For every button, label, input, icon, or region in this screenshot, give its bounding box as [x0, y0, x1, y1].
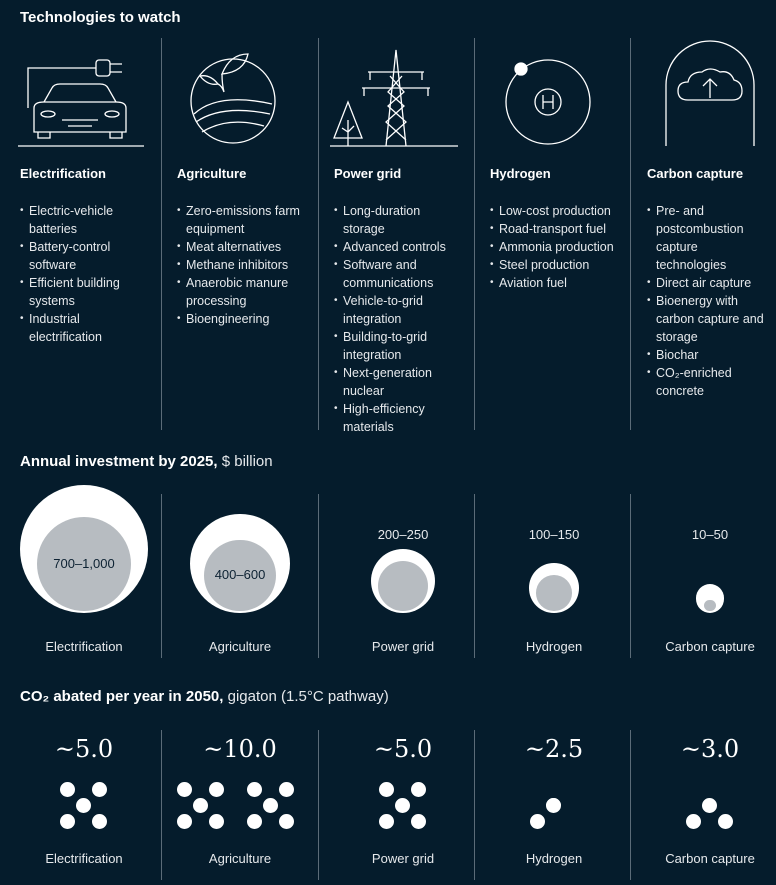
divider: [161, 494, 162, 658]
abatement-category-label: Carbon capture: [665, 851, 755, 866]
list-item: • Methane inhibitors: [177, 256, 305, 274]
abatement-category-label: Power grid: [371, 851, 435, 866]
investment-range-label: 10–50: [691, 527, 729, 542]
investment-range-label: 200–250: [377, 527, 429, 542]
list-item: • Bioengineering: [177, 310, 305, 328]
tech-list-power-grid: [334, 202, 462, 436]
abatement-value-label: ~10.0: [203, 735, 277, 763]
abatement-dot: [92, 782, 107, 797]
section-title-abatement: CO₂ abated per year in 2050, gigaton (1.5°C pathway): [20, 688, 389, 705]
list-item: • Bioenergy with carbon capture and storage: [647, 292, 769, 346]
divider: [630, 38, 631, 430]
list-item: • Pre- and postcombustion capture technologies: [647, 202, 769, 274]
tech-name-hydrogen: Hydrogen: [490, 166, 551, 181]
investment-category-label: Carbon capture: [665, 639, 755, 654]
abatement-dot: [76, 798, 91, 813]
section-title-technologies: Technologies to watch: [20, 9, 181, 26]
list-item: • Zero-emissions farm equipment: [177, 202, 305, 238]
transmission-tower-icon: [330, 46, 460, 148]
list-item: • Direct air capture: [647, 274, 769, 292]
abatement-dot: [60, 814, 75, 829]
plant-field-icon: [188, 44, 278, 148]
abatement-dot: [395, 798, 410, 813]
section-title-investment: Annual investment by 2025, $ billion: [20, 453, 273, 470]
abatement-dot: [177, 814, 192, 829]
abatement-dot: [209, 782, 224, 797]
hydrogen-atom-icon: [500, 56, 600, 156]
abatement-dot: [411, 814, 426, 829]
tech-name-power-grid: Power grid: [334, 166, 402, 181]
list-item: • High-efficiency materials: [334, 400, 462, 436]
abatement-dot: [247, 782, 262, 797]
list-item: • CO₂-enriched concrete: [647, 364, 769, 400]
list-item: • Meat alternatives: [177, 238, 305, 256]
abatement-dot: [686, 814, 701, 829]
abatement-dot: [379, 782, 394, 797]
list-item: • Advanced controls: [334, 238, 462, 256]
abatement-category-label: Agriculture: [208, 851, 272, 866]
divider: [318, 494, 319, 658]
tech-name-agriculture: Agriculture: [177, 166, 247, 181]
list-item: • Road-transport fuel: [490, 220, 618, 238]
tech-name-electrification: Electrification: [20, 166, 106, 181]
abatement-dot: [193, 798, 208, 813]
abatement-dot: [702, 798, 717, 813]
list-item: • Low-cost production: [490, 202, 618, 220]
list-item: • Anaerobic manure processing: [177, 274, 305, 310]
abatement-dot: [530, 814, 545, 829]
list-item: • Ammonia production: [490, 238, 618, 256]
list-item: • Electric-vehicle batteries: [20, 202, 148, 238]
tech-list-carbon-capture: [647, 202, 769, 400]
investment-range-label: 400–600: [214, 567, 266, 583]
bubble-low-power-grid: [378, 561, 428, 611]
abatement-dot: [92, 814, 107, 829]
divider: [474, 494, 475, 658]
bubble-low-carbon-capture: [704, 600, 715, 611]
divider: [474, 730, 475, 880]
abatement-dot: [411, 782, 426, 797]
list-item: • Battery-control software: [20, 238, 148, 274]
list-item: • Long-duration storage: [334, 202, 462, 238]
abatement-dot: [718, 814, 733, 829]
tech-list-agriculture: [177, 202, 305, 328]
bubble-low-hydrogen: [536, 575, 572, 611]
abatement-dot: [263, 798, 278, 813]
abatement-dot: [279, 782, 294, 797]
divider: [630, 730, 631, 880]
divider: [161, 38, 162, 430]
abatement-value-label: ~3.0: [680, 735, 740, 763]
abatement-category-label: Hydrogen: [525, 851, 583, 866]
list-item: • Biochar: [647, 346, 769, 364]
list-item: • Next-generation nuclear: [334, 364, 462, 400]
divider: [161, 730, 162, 880]
list-item: • Software and communications: [334, 256, 462, 292]
list-item: • Building-to-grid integration: [334, 328, 462, 364]
abatement-dot: [60, 782, 75, 797]
divider: [318, 730, 319, 880]
list-item: • Efficient building systems: [20, 274, 148, 310]
list-item: • Aviation fuel: [490, 274, 618, 292]
abatement-category-label: Electrification: [45, 851, 123, 866]
abatement-value-label: ~2.5: [524, 735, 584, 763]
tech-list-electrification: [20, 202, 148, 346]
investment-range-label: 100–150: [528, 527, 580, 542]
abatement-dot: [379, 814, 394, 829]
divider: [474, 38, 475, 430]
investment-category-label: Power grid: [371, 639, 435, 654]
investment-category-label: Hydrogen: [525, 639, 583, 654]
car-charging-icon: [18, 50, 148, 148]
tech-name-carbon-capture: Carbon capture: [647, 166, 744, 181]
tech-list-hydrogen: [490, 202, 618, 292]
abatement-dot: [279, 814, 294, 829]
abatement-dot: [177, 782, 192, 797]
divider: [318, 38, 319, 430]
investment-category-label: Electrification: [45, 639, 123, 654]
list-item: • Steel production: [490, 256, 618, 274]
abatement-value-label: ~5.0: [373, 735, 433, 763]
abatement-dot: [247, 814, 262, 829]
divider: [630, 494, 631, 658]
investment-category-label: Agriculture: [208, 639, 272, 654]
abatement-dot: [209, 814, 224, 829]
investment-range-label: 700–1,000: [53, 555, 115, 571]
abatement-value-label: ~5.0: [54, 735, 114, 763]
list-item: • Vehicle-to-grid integration: [334, 292, 462, 328]
list-item: • Industrial electrification: [20, 310, 148, 346]
cloud-upload-dome-icon: [664, 40, 756, 148]
